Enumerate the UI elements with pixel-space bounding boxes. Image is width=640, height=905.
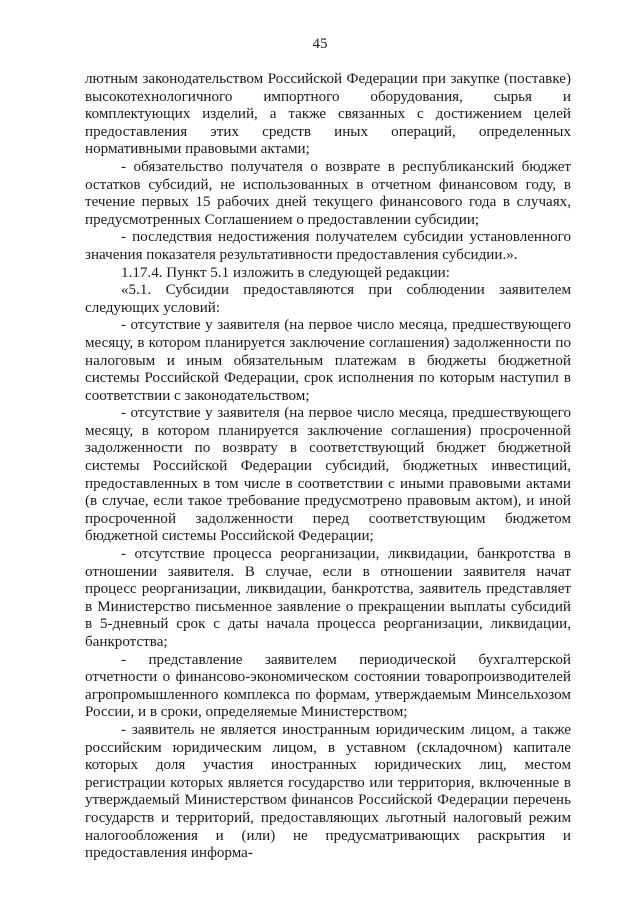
paragraph: - последствия недостижения получателем субсидии установленного значения показателя результативности предоставления субсидии.». bbox=[85, 229, 571, 263]
paragraph: лютным законодательством Российской Федерации при закупке (поставке) высокотехнологичного импортного оборудования, сырья и комплектующих изделий, а также связанных с достижением целей предоставления этих средств иных операций, определенных нормативными правовыми актами; bbox=[85, 71, 571, 158]
page-number: 45 bbox=[312, 36, 328, 52]
paragraph: - заявитель не является иностранным юридическим лицом, а также российским юридическим лицом, в уставном (складочном) капитале которых доля участия иностранных юридических лиц, местом регистрации которых является государство или территория, включенные в утверждаемый Министерством финансов Российской Федерации перечень государств и территорий, предоставляющих льготный налоговый режим налогообложения и (или) не предусматривающих раскрытия и предоставления информа- bbox=[85, 721, 571, 862]
paragraph: - отсутствие у заявителя (на первое число месяца, предшествующего месяцу, в котором планируется заключение соглашения) просроченной задолженности по возврату в соответствующий бюджет бюджетной системы Российской Федерации субсидий, бюджетных инвестиций, предоставленных в том числе в соответствии с иными правовыми актами (в случае, если такое требование предусмотрено правовым актом), и иной просроченной задолженности перед соответствующим бюджетом бюджетной системы Российской Федерации; bbox=[85, 405, 571, 545]
paragraph: - отсутствие у заявителя (на первое число месяца, предшествующего месяцу, в котором планируется заключение соглашения) задолженности по налоговым и иным обязательным платежам в бюджеты бюджетной системы Российской Федерации, срок исполнения по которым наступил в соответствии с законодательством; bbox=[85, 317, 571, 404]
document-body bbox=[85, 71, 571, 863]
paragraph: - обязательство получателя о возврате в республиканский бюджет остатков субсидий, не использованных в отчетном финансовом году, в течение первых 15 рабочих дней текущего финансового года в случаях, предусмотренных Соглашением о предоставлении субсидии; bbox=[85, 158, 571, 228]
paragraph: 1.17.4. Пункт 5.1 изложить в следующей редакции: bbox=[121, 264, 450, 281]
paragraph: «5.1. Субсидии предоставляются при соблюдении заявителем следующих условий: bbox=[85, 282, 571, 316]
paragraph: - представление заявителем периодической бухгалтерской отчетности о финансово-экономическом состоянии товаропроизводителей агропромышленного комплекса по формам, утверждаемым Минсельхозом России, и в сроки, определяемые Министерством; bbox=[85, 651, 571, 721]
paragraph: - отсутствие процесса реорганизации, ликвидации, банкротства в отношении заявителя. В случае, если в отношении заявителя начат процесс реорганизации, ликвидации, банкротства, заявитель представляет в Министерство письменное заявление о прекращении выплаты субсидий в 5-дневный срок с даты начала процесса реорганизации, ликвидации, банкротства; bbox=[85, 546, 571, 650]
